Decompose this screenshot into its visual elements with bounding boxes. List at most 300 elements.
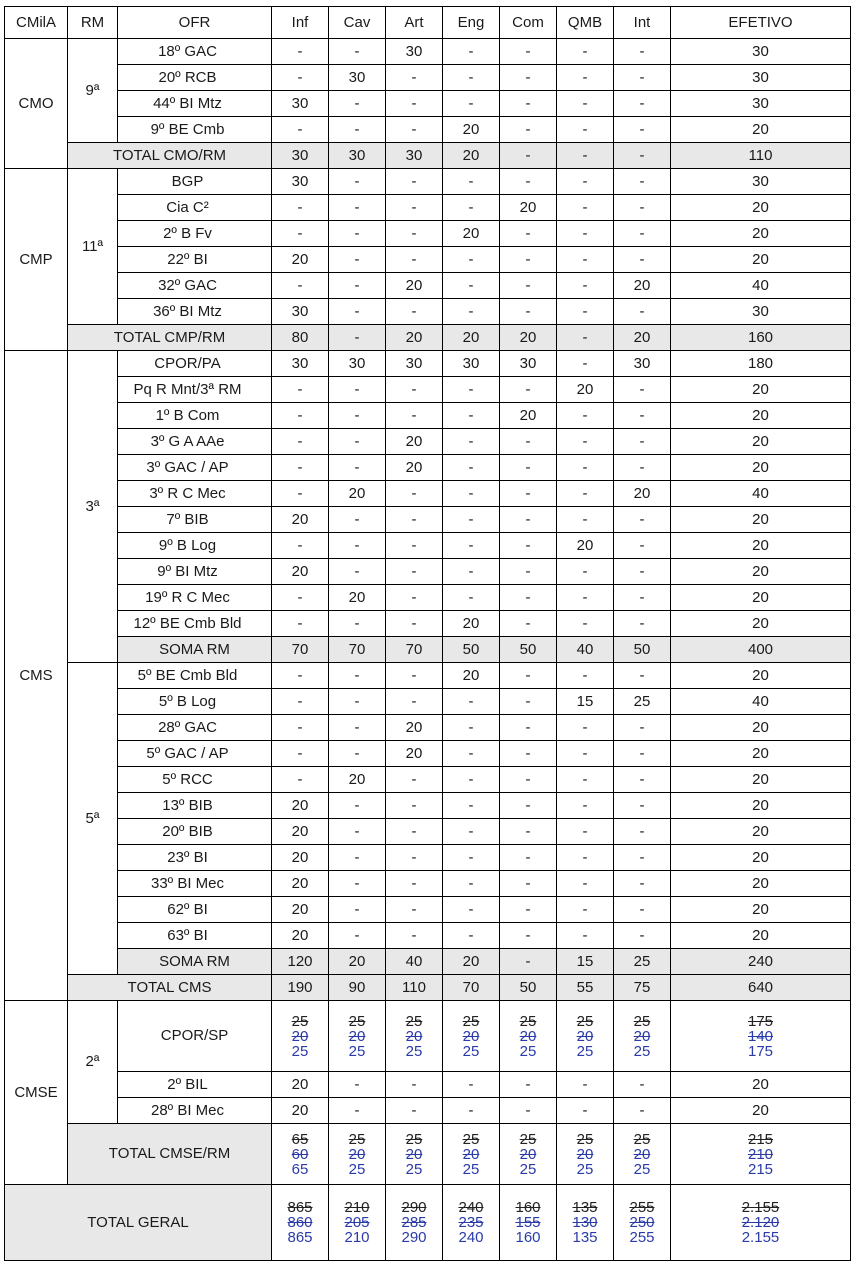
revision-stack bbox=[329, 1014, 385, 1059]
revised-value: 20 bbox=[633, 1027, 651, 1045]
value-cell: 20 bbox=[272, 1072, 329, 1098]
value-cell: - bbox=[443, 39, 500, 65]
value-cell: - bbox=[443, 715, 500, 741]
value-cell: 190 bbox=[272, 975, 329, 1001]
value-cell: - bbox=[329, 429, 386, 455]
revised-value: 210 bbox=[747, 1145, 774, 1163]
ofr-cell: 5º RCC bbox=[118, 767, 272, 793]
revised-value: 20 bbox=[348, 1027, 366, 1045]
original-value: 25 bbox=[576, 1012, 594, 1030]
revised-value: 155 bbox=[515, 1214, 541, 1231]
value-cell: 20 bbox=[443, 221, 500, 247]
revised-value-cell bbox=[272, 1001, 329, 1072]
value-cell: 30 bbox=[386, 351, 443, 377]
value-cell: - bbox=[557, 611, 614, 637]
table-row bbox=[5, 559, 851, 585]
value-cell: - bbox=[614, 611, 671, 637]
original-value: 25 bbox=[405, 1012, 423, 1030]
value-cell: - bbox=[557, 741, 614, 767]
value-cell: - bbox=[329, 39, 386, 65]
value-cell: - bbox=[557, 195, 614, 221]
value-cell: - bbox=[500, 845, 557, 871]
column-header: CMilA bbox=[5, 7, 68, 39]
revision-stack bbox=[557, 1200, 613, 1245]
original-value: 25 bbox=[633, 1012, 651, 1030]
value-cell: 20 bbox=[386, 715, 443, 741]
value-cell: - bbox=[443, 533, 500, 559]
revision-stack bbox=[500, 1132, 556, 1177]
revised-value-cell bbox=[272, 1124, 329, 1185]
value-cell: - bbox=[500, 689, 557, 715]
value-cell: - bbox=[329, 819, 386, 845]
value-cell: - bbox=[500, 481, 557, 507]
grand-total-label: TOTAL GERAL bbox=[5, 1185, 272, 1261]
rm-cell: 2ª bbox=[68, 1001, 118, 1124]
value-cell: - bbox=[386, 585, 443, 611]
final-value: 160 bbox=[515, 1229, 541, 1246]
final-value: 25 bbox=[519, 1042, 537, 1060]
value-cell: - bbox=[329, 91, 386, 117]
value-cell: - bbox=[329, 507, 386, 533]
value-cell: 20 bbox=[329, 585, 386, 611]
value-cell: 40 bbox=[671, 689, 851, 715]
revised-value-cell bbox=[443, 1001, 500, 1072]
cmila-cell: CMO bbox=[5, 39, 68, 169]
revised-value: 60 bbox=[291, 1145, 309, 1163]
original-value: 25 bbox=[291, 1012, 309, 1030]
value-cell: - bbox=[386, 689, 443, 715]
value-cell: - bbox=[443, 689, 500, 715]
value-cell: 30 bbox=[329, 351, 386, 377]
rm-cell: 9ª bbox=[68, 39, 118, 143]
value-cell: - bbox=[272, 585, 329, 611]
value-cell: - bbox=[386, 819, 443, 845]
value-cell: - bbox=[272, 117, 329, 143]
value-cell: - bbox=[557, 923, 614, 949]
value-cell: - bbox=[329, 325, 386, 351]
final-value: 25 bbox=[633, 1160, 651, 1178]
value-cell: - bbox=[329, 299, 386, 325]
value-cell: 80 bbox=[272, 325, 329, 351]
value-cell: 20 bbox=[671, 585, 851, 611]
table-row bbox=[5, 689, 851, 715]
value-cell: - bbox=[500, 923, 557, 949]
value-cell: 20 bbox=[614, 481, 671, 507]
value-cell: - bbox=[443, 1072, 500, 1098]
value-cell: - bbox=[272, 689, 329, 715]
revised-value: 20 bbox=[405, 1027, 423, 1045]
value-cell: 240 bbox=[671, 949, 851, 975]
value-cell: - bbox=[500, 221, 557, 247]
value-cell: - bbox=[614, 767, 671, 793]
value-cell: - bbox=[386, 507, 443, 533]
value-cell: - bbox=[614, 1072, 671, 1098]
revised-value-cell bbox=[671, 1124, 851, 1185]
final-value: 25 bbox=[348, 1160, 366, 1178]
value-cell: - bbox=[500, 507, 557, 533]
ofr-cell: 62º BI bbox=[118, 897, 272, 923]
final-value: 25 bbox=[519, 1160, 537, 1178]
value-cell: 20 bbox=[557, 377, 614, 403]
value-cell: - bbox=[557, 559, 614, 585]
value-cell: - bbox=[557, 117, 614, 143]
value-cell: - bbox=[272, 663, 329, 689]
value-cell: - bbox=[386, 663, 443, 689]
value-cell: 30 bbox=[329, 143, 386, 169]
value-cell: - bbox=[272, 377, 329, 403]
value-cell: - bbox=[557, 1072, 614, 1098]
original-value: 135 bbox=[572, 1199, 598, 1216]
value-cell: 50 bbox=[443, 637, 500, 663]
revision-stack bbox=[500, 1014, 556, 1059]
value-cell: - bbox=[329, 247, 386, 273]
table-row bbox=[5, 741, 851, 767]
table-row bbox=[5, 507, 851, 533]
value-cell: 15 bbox=[557, 689, 614, 715]
value-cell: - bbox=[500, 169, 557, 195]
value-cell: 20 bbox=[272, 923, 329, 949]
cmila-cell: CMSE bbox=[5, 1001, 68, 1185]
original-value: 25 bbox=[519, 1130, 537, 1148]
revision-stack bbox=[557, 1132, 613, 1177]
value-cell: 20 bbox=[671, 195, 851, 221]
value-cell: - bbox=[614, 871, 671, 897]
table-row bbox=[5, 767, 851, 793]
value-cell: - bbox=[500, 897, 557, 923]
value-cell: 75 bbox=[614, 975, 671, 1001]
revised-value-cell bbox=[614, 1124, 671, 1185]
value-cell: 20 bbox=[671, 117, 851, 143]
table-row bbox=[5, 247, 851, 273]
value-cell: - bbox=[386, 195, 443, 221]
revision-stack bbox=[671, 1200, 850, 1245]
value-cell: - bbox=[557, 299, 614, 325]
value-cell: 120 bbox=[272, 949, 329, 975]
value-cell: - bbox=[557, 65, 614, 91]
ofr-cell: 3º GAC / AP bbox=[118, 455, 272, 481]
original-value: 865 bbox=[287, 1199, 313, 1216]
value-cell: 20 bbox=[671, 871, 851, 897]
value-cell: - bbox=[557, 871, 614, 897]
ofr-cell: CPOR/PA bbox=[118, 351, 272, 377]
value-cell: - bbox=[614, 793, 671, 819]
value-cell: 30 bbox=[671, 91, 851, 117]
value-cell: 20 bbox=[671, 793, 851, 819]
value-cell: - bbox=[557, 481, 614, 507]
value-cell: - bbox=[443, 585, 500, 611]
revised-value: 250 bbox=[629, 1214, 655, 1231]
ofr-cell: 5º GAC / AP bbox=[118, 741, 272, 767]
value-cell: - bbox=[329, 663, 386, 689]
final-value: 175 bbox=[747, 1042, 774, 1060]
value-cell: 30 bbox=[272, 351, 329, 377]
ofr-cell: 3º R C Mec bbox=[118, 481, 272, 507]
revision-stack bbox=[272, 1014, 328, 1059]
revised-value-cell bbox=[329, 1124, 386, 1185]
value-cell: 30 bbox=[386, 39, 443, 65]
value-cell: - bbox=[500, 871, 557, 897]
value-cell: 30 bbox=[272, 143, 329, 169]
value-cell: - bbox=[557, 143, 614, 169]
value-cell: 20 bbox=[671, 819, 851, 845]
value-cell: 20 bbox=[386, 455, 443, 481]
revised-value: 20 bbox=[576, 1145, 594, 1163]
value-cell: - bbox=[614, 195, 671, 221]
value-cell: 40 bbox=[671, 481, 851, 507]
value-cell: - bbox=[272, 455, 329, 481]
rm-cell: 11ª bbox=[68, 169, 118, 325]
value-cell: 20 bbox=[272, 793, 329, 819]
value-cell: 20 bbox=[671, 611, 851, 637]
value-cell: 20 bbox=[671, 897, 851, 923]
rm-cell: 3ª bbox=[68, 351, 118, 663]
value-cell: - bbox=[329, 845, 386, 871]
value-cell: 20 bbox=[671, 1098, 851, 1124]
final-value: 25 bbox=[576, 1160, 594, 1178]
ofr-cell: 19º R C Mec bbox=[118, 585, 272, 611]
cmila-cell: CMS bbox=[5, 351, 68, 1001]
value-cell: - bbox=[386, 91, 443, 117]
revision-stack bbox=[443, 1132, 499, 1177]
value-cell: 20 bbox=[671, 559, 851, 585]
value-cell: - bbox=[443, 845, 500, 871]
ofr-cell: 5º BE Cmb Bld bbox=[118, 663, 272, 689]
column-header: RM bbox=[68, 7, 118, 39]
original-value: 25 bbox=[633, 1130, 651, 1148]
value-cell: - bbox=[500, 767, 557, 793]
revised-value: 20 bbox=[462, 1027, 480, 1045]
revised-value: 20 bbox=[576, 1027, 594, 1045]
final-value: 65 bbox=[291, 1160, 309, 1178]
value-cell: - bbox=[443, 507, 500, 533]
value-cell: - bbox=[614, 559, 671, 585]
column-header: Cav bbox=[329, 7, 386, 39]
ofr-cell: 28º GAC bbox=[118, 715, 272, 741]
value-cell: - bbox=[329, 897, 386, 923]
value-cell: 20 bbox=[272, 1098, 329, 1124]
value-cell: - bbox=[443, 793, 500, 819]
value-cell: 20 bbox=[386, 273, 443, 299]
value-cell: - bbox=[443, 1098, 500, 1124]
value-cell: 40 bbox=[557, 637, 614, 663]
revision-stack bbox=[386, 1200, 442, 1245]
ofr-cell: 20º BIB bbox=[118, 819, 272, 845]
revised-value: 20 bbox=[519, 1027, 537, 1045]
value-cell: 20 bbox=[272, 247, 329, 273]
value-cell: 30 bbox=[329, 65, 386, 91]
value-cell: 20 bbox=[329, 481, 386, 507]
revision-stack bbox=[614, 1014, 670, 1059]
revised-value: 235 bbox=[458, 1214, 484, 1231]
value-cell: - bbox=[329, 741, 386, 767]
ofr-cell: 18º GAC bbox=[118, 39, 272, 65]
value-cell: 20 bbox=[386, 429, 443, 455]
value-cell: - bbox=[272, 715, 329, 741]
table-row bbox=[5, 455, 851, 481]
value-cell: - bbox=[557, 403, 614, 429]
value-cell: - bbox=[443, 819, 500, 845]
value-cell: - bbox=[614, 247, 671, 273]
original-value: 2.155 bbox=[741, 1199, 780, 1216]
value-cell: - bbox=[614, 715, 671, 741]
total-label: TOTAL CMP/RM bbox=[68, 325, 272, 351]
value-cell: - bbox=[557, 819, 614, 845]
value-cell: - bbox=[272, 767, 329, 793]
value-cell: 20 bbox=[500, 403, 557, 429]
value-cell: 20 bbox=[272, 559, 329, 585]
value-cell: 20 bbox=[671, 1072, 851, 1098]
value-cell: - bbox=[443, 299, 500, 325]
revised-value-cell bbox=[557, 1124, 614, 1185]
value-cell: - bbox=[272, 429, 329, 455]
value-cell: - bbox=[500, 611, 557, 637]
value-cell: - bbox=[443, 559, 500, 585]
rm-cell: 5ª bbox=[68, 663, 118, 975]
value-cell: - bbox=[329, 169, 386, 195]
final-value: 25 bbox=[291, 1042, 309, 1060]
final-value: 240 bbox=[458, 1229, 484, 1246]
value-cell: 640 bbox=[671, 975, 851, 1001]
revised-value-cell bbox=[443, 1124, 500, 1185]
value-cell: - bbox=[329, 611, 386, 637]
value-cell: 30 bbox=[500, 351, 557, 377]
ofr-cell: Cia C² bbox=[118, 195, 272, 221]
value-cell: - bbox=[443, 195, 500, 221]
revision-stack bbox=[329, 1132, 385, 1177]
value-cell: - bbox=[614, 923, 671, 949]
final-value: 25 bbox=[462, 1042, 480, 1060]
value-cell: 50 bbox=[614, 637, 671, 663]
value-cell: - bbox=[557, 663, 614, 689]
revision-stack bbox=[386, 1014, 442, 1059]
value-cell: 20 bbox=[329, 767, 386, 793]
revised-value-cell bbox=[329, 1185, 386, 1261]
revised-value-cell bbox=[500, 1185, 557, 1261]
table-row bbox=[5, 377, 851, 403]
table-row bbox=[5, 325, 851, 351]
table-row bbox=[5, 819, 851, 845]
value-cell: 25 bbox=[614, 949, 671, 975]
revision-stack bbox=[443, 1200, 499, 1245]
value-cell: - bbox=[614, 39, 671, 65]
value-cell: 20 bbox=[272, 845, 329, 871]
ofr-cell: 23º BI bbox=[118, 845, 272, 871]
final-value: 25 bbox=[405, 1160, 423, 1178]
ofr-cell: 1º B Com bbox=[118, 403, 272, 429]
revised-value-cell bbox=[500, 1124, 557, 1185]
value-cell: 20 bbox=[500, 325, 557, 351]
final-value: 210 bbox=[344, 1229, 370, 1246]
value-cell: 30 bbox=[614, 351, 671, 377]
table-row bbox=[5, 1001, 851, 1072]
table-row bbox=[5, 1098, 851, 1124]
revised-value: 860 bbox=[287, 1214, 313, 1231]
revised-value-cell bbox=[329, 1001, 386, 1072]
value-cell: 20 bbox=[671, 247, 851, 273]
value-cell: 110 bbox=[386, 975, 443, 1001]
original-value: 25 bbox=[576, 1130, 594, 1148]
value-cell: 20 bbox=[671, 403, 851, 429]
value-cell: - bbox=[386, 481, 443, 507]
value-cell: 25 bbox=[614, 689, 671, 715]
value-cell: - bbox=[443, 403, 500, 429]
revision-stack bbox=[614, 1200, 670, 1245]
value-cell: - bbox=[443, 897, 500, 923]
value-cell: - bbox=[614, 507, 671, 533]
value-cell: 20 bbox=[671, 767, 851, 793]
value-cell: - bbox=[614, 143, 671, 169]
value-cell: - bbox=[386, 247, 443, 273]
value-cell: - bbox=[443, 91, 500, 117]
table-row bbox=[5, 273, 851, 299]
original-value: 25 bbox=[348, 1012, 366, 1030]
value-cell: - bbox=[272, 195, 329, 221]
value-cell: - bbox=[443, 455, 500, 481]
value-cell: 20 bbox=[272, 897, 329, 923]
revision-stack bbox=[272, 1132, 328, 1177]
value-cell: - bbox=[614, 91, 671, 117]
value-cell: - bbox=[329, 793, 386, 819]
value-cell: - bbox=[500, 247, 557, 273]
value-cell: - bbox=[500, 949, 557, 975]
value-cell: - bbox=[557, 221, 614, 247]
value-cell: 30 bbox=[443, 351, 500, 377]
value-cell: - bbox=[443, 169, 500, 195]
value-cell: - bbox=[614, 585, 671, 611]
original-value: 25 bbox=[462, 1012, 480, 1030]
value-cell: - bbox=[557, 1098, 614, 1124]
value-cell: - bbox=[557, 793, 614, 819]
revised-value-cell bbox=[671, 1001, 851, 1072]
value-cell: 20 bbox=[386, 741, 443, 767]
value-cell: - bbox=[386, 1098, 443, 1124]
final-value: 290 bbox=[401, 1229, 427, 1246]
value-cell: 400 bbox=[671, 637, 851, 663]
value-cell: - bbox=[614, 455, 671, 481]
column-header: Art bbox=[386, 7, 443, 39]
revised-value-cell bbox=[671, 1185, 851, 1261]
revision-stack bbox=[329, 1200, 385, 1245]
ofr-cell: 9º BE Cmb bbox=[118, 117, 272, 143]
table-row bbox=[5, 533, 851, 559]
value-cell: - bbox=[443, 741, 500, 767]
value-cell: - bbox=[500, 793, 557, 819]
table-row bbox=[5, 1185, 851, 1261]
value-cell: - bbox=[272, 533, 329, 559]
table-row bbox=[5, 65, 851, 91]
table-row bbox=[5, 429, 851, 455]
value-cell: - bbox=[329, 403, 386, 429]
value-cell: - bbox=[329, 221, 386, 247]
value-cell: 20 bbox=[329, 949, 386, 975]
value-cell: - bbox=[386, 169, 443, 195]
value-cell: 20 bbox=[671, 741, 851, 767]
revised-value-cell bbox=[557, 1001, 614, 1072]
final-value: 25 bbox=[633, 1042, 651, 1060]
value-cell: - bbox=[557, 429, 614, 455]
value-cell: 50 bbox=[500, 975, 557, 1001]
value-cell: - bbox=[329, 715, 386, 741]
value-cell: 110 bbox=[671, 143, 851, 169]
value-cell: - bbox=[614, 897, 671, 923]
column-header: OFR bbox=[118, 7, 272, 39]
value-cell: - bbox=[386, 65, 443, 91]
ofr-cell: 2º B Fv bbox=[118, 221, 272, 247]
value-cell: - bbox=[443, 65, 500, 91]
value-cell: - bbox=[500, 1098, 557, 1124]
column-header: Inf bbox=[272, 7, 329, 39]
final-value: 865 bbox=[287, 1229, 313, 1246]
